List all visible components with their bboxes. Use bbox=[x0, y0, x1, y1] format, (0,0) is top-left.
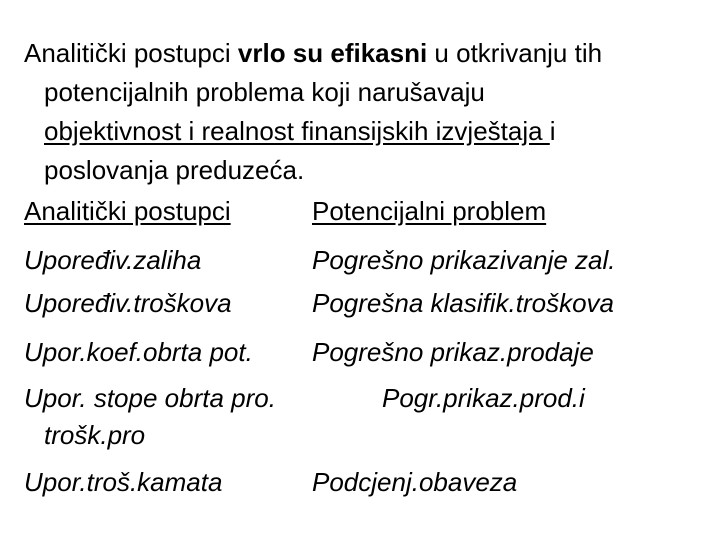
procedure-cell: Upoređiv.zaliha bbox=[24, 245, 202, 275]
table-row bbox=[24, 240, 714, 280]
intro-bold-text: vrlo su efikasni bbox=[237, 38, 428, 68]
intro-text: u otkrivanju tih bbox=[427, 38, 603, 68]
column-header-potential-problem: Potencijalni problem bbox=[312, 196, 547, 226]
problem-cell: Pogr.prikaz.prod.i bbox=[382, 383, 585, 413]
intro-line-3 bbox=[24, 112, 704, 151]
intro-line-1 bbox=[24, 34, 704, 73]
procedure-cell: Upor.koef.obrta pot. bbox=[24, 337, 253, 367]
intro-line-2: potencijalnih problema koji narušavaju bbox=[44, 77, 485, 107]
procedure-cell: Upor.troš.kamata bbox=[24, 467, 223, 497]
problem-cell: Podcjenj.obaveza bbox=[312, 467, 518, 497]
table-row bbox=[24, 283, 714, 323]
intro-line-4: poslovanja preduzeća. bbox=[44, 155, 305, 185]
intro-paragraph bbox=[24, 34, 704, 190]
table-row bbox=[24, 378, 714, 450]
table-row bbox=[24, 332, 714, 372]
table-row bbox=[24, 462, 714, 502]
procedure-cell: Upor. stope obrta pro. bbox=[24, 383, 276, 413]
problem-cell: Pogrešna klasifik.troškova bbox=[312, 288, 615, 318]
problem-cell: Pogrešno prikaz.prodaje bbox=[312, 337, 594, 367]
problem-cell: Pogrešno prikazivanje zal. bbox=[312, 245, 616, 275]
intro-underlined-text: objektivnost i realnost finansijskih izvještaja bbox=[44, 116, 550, 146]
procedure-cell-continuation: trošk.pro bbox=[44, 420, 146, 450]
column-header-analytical-procedures: Analitički postupci bbox=[24, 196, 231, 226]
intro-text: Analitički postupci bbox=[24, 38, 238, 68]
intro-text: i bbox=[549, 116, 556, 146]
table-header-row bbox=[24, 191, 714, 231]
procedure-cell: Upoređiv.troškova bbox=[24, 288, 232, 318]
